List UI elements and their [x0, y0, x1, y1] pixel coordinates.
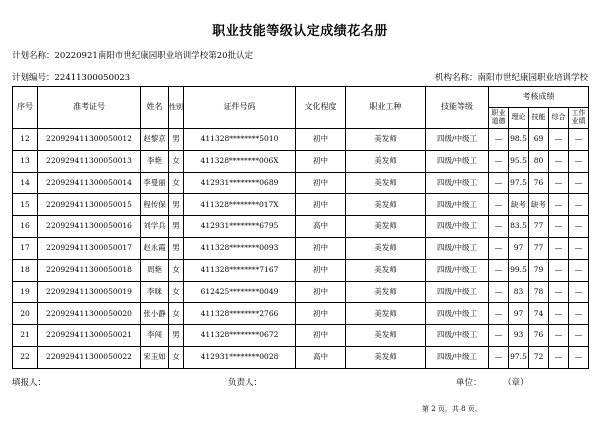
cell-education: 初中 [296, 129, 346, 151]
cell-ticket-number: 220929411300050014 [38, 172, 141, 194]
table-row [13, 237, 589, 259]
cell-skill: 77 [529, 237, 549, 259]
cell-ticket-number: 220929411300050013 [38, 150, 141, 172]
cell-education: 初中 [296, 259, 346, 281]
cell-skill-level: 四级/中级工 [426, 172, 489, 194]
page-indicator: 第 2 页，共 8 页。 [422, 405, 482, 413]
cell-gender: 男 [169, 237, 184, 259]
cell-id-number: 411328********0672 [184, 325, 296, 347]
cell-skill-level: 四级/中级工 [426, 346, 489, 368]
cell-seq: 13 [13, 150, 38, 172]
cell-theory: 83.5 [509, 216, 529, 238]
cell-overall: — [549, 194, 569, 216]
cell-name: 赵黎京 [141, 129, 169, 151]
document-title: 职业技能等级认定成绩花名册 [212, 24, 388, 39]
cell-ethics: — [489, 259, 509, 281]
cell-occupation: 美发师 [346, 172, 426, 194]
header-ticket-number: 准考证号 [38, 87, 141, 129]
cell-ticket-number: 220929411300050016 [38, 216, 141, 238]
cell-id-number: 412931********0689 [184, 172, 296, 194]
cell-skill: 79 [529, 259, 549, 281]
cell-skill: 76 [529, 172, 549, 194]
cell-work-performance: — [569, 303, 589, 325]
cell-name: 李曼丽 [141, 172, 169, 194]
table-row [13, 259, 589, 281]
cell-ethics: — [489, 346, 509, 368]
cell-gender: 女 [169, 150, 184, 172]
cell-ethics: — [489, 172, 509, 194]
table-row [13, 194, 589, 216]
cell-education: 初中 [296, 237, 346, 259]
cell-name: 赵永霞 [141, 237, 169, 259]
cell-gender: 男 [169, 129, 184, 151]
cell-theory: 97.5 [509, 346, 529, 368]
header-skill: 技能 [529, 108, 549, 129]
cell-ethics: — [489, 129, 509, 151]
cell-seq: 21 [13, 325, 38, 347]
cell-gender: 女 [169, 303, 184, 325]
cell-ticket-number: 220929411300050019 [38, 281, 141, 303]
table-row [13, 325, 589, 347]
cell-overall: — [549, 237, 569, 259]
cell-ticket-number: 220929411300050015 [38, 194, 141, 216]
cell-ticket-number: 220929411300050021 [38, 325, 141, 347]
cell-education: 初中 [296, 281, 346, 303]
cell-name: 程传保 [141, 194, 169, 216]
cell-education: 初中 [296, 325, 346, 347]
cell-occupation: 美发师 [346, 325, 426, 347]
cell-overall: — [549, 172, 569, 194]
cell-overall: — [549, 129, 569, 151]
cell-overall: — [549, 150, 569, 172]
cell-education: 初中 [296, 194, 346, 216]
cell-skill: 72 [529, 346, 549, 368]
cell-skill-level: 四级/中级工 [426, 325, 489, 347]
header-overall: 综合 [549, 108, 569, 129]
cell-seq: 18 [13, 259, 38, 281]
cell-work-performance: — [569, 346, 589, 368]
cell-skill-level: 四级/中级工 [426, 259, 489, 281]
cell-gender: 女 [169, 259, 184, 281]
cell-seq: 12 [13, 129, 38, 151]
header-seq: 序号 [13, 87, 38, 129]
cell-occupation: 美发师 [346, 237, 426, 259]
cell-theory: 97 [509, 303, 529, 325]
table-row [13, 303, 589, 325]
plan-name: 计划名称：20220921南阳市世纪康园职业培训学校第20批认定 [12, 51, 254, 61]
cell-theory: 缺考 [509, 194, 529, 216]
cell-occupation: 美发师 [346, 281, 426, 303]
cell-work-performance: — [569, 259, 589, 281]
cell-seq: 20 [13, 303, 38, 325]
cell-id-number: 612425********0049 [184, 281, 296, 303]
cell-skill: 69 [529, 129, 549, 151]
cell-theory: 97.5 [509, 172, 529, 194]
score-roster-table [12, 86, 589, 369]
header-education: 文化程度 [296, 87, 346, 129]
cell-education: 高中 [296, 346, 346, 368]
cell-overall: — [549, 325, 569, 347]
cell-name: 周艳 [141, 259, 169, 281]
cell-skill: 缺考 [529, 194, 549, 216]
cell-ethics: — [489, 150, 509, 172]
cell-work-performance: — [569, 172, 589, 194]
cell-seq: 15 [13, 194, 38, 216]
cell-ethics: — [489, 325, 509, 347]
cell-gender: 女 [169, 346, 184, 368]
cell-skill: 80 [529, 150, 549, 172]
header-name: 姓名 [141, 87, 169, 129]
cell-gender: 男 [169, 325, 184, 347]
cell-skill-level: 四级/中级工 [426, 237, 489, 259]
responsible-label: 负责人： [228, 378, 263, 388]
cell-ethics: — [489, 237, 509, 259]
cell-skill-level: 四级/中级工 [426, 303, 489, 325]
cell-theory: 99.5 [509, 259, 529, 281]
organization-name: 机构名称：南阳市世纪康园职业培训学校 [434, 73, 588, 83]
header-id-number: 证件号码 [184, 87, 296, 129]
cell-work-performance: — [569, 216, 589, 238]
cell-education: 初中 [296, 150, 346, 172]
cell-ticket-number: 220929411300050020 [38, 303, 141, 325]
cell-seq: 17 [13, 237, 38, 259]
cell-gender: 男 [169, 194, 184, 216]
table-row [13, 281, 589, 303]
cell-name: 张小静 [141, 303, 169, 325]
cell-ethics: — [489, 281, 509, 303]
cell-education: 高中 [296, 216, 346, 238]
cell-overall: — [549, 259, 569, 281]
cell-name: 李咪 [141, 281, 169, 303]
cell-seq: 22 [13, 346, 38, 368]
cell-occupation: 美发师 [346, 216, 426, 238]
cell-id-number: 411328********5010 [184, 129, 296, 151]
cell-ethics: — [489, 216, 509, 238]
table-row [13, 129, 589, 151]
cell-education: 初中 [296, 172, 346, 194]
unit-seal-label: 单位： （章） [456, 378, 529, 388]
table-row [13, 150, 589, 172]
cell-skill: 78 [529, 281, 549, 303]
cell-gender: 男 [169, 216, 184, 238]
cell-name: 宋玉如 [141, 346, 169, 368]
cell-work-performance: — [569, 129, 589, 151]
cell-skill: 77 [529, 216, 549, 238]
cell-education: 初中 [296, 303, 346, 325]
filler-label: 填报人： [12, 378, 47, 388]
plan-number: 计划编号：22411300050023 [12, 73, 131, 83]
cell-seq: 19 [13, 281, 38, 303]
header-gender: 性别 [169, 87, 184, 129]
cell-ethics: — [489, 194, 509, 216]
cell-theory: 83 [509, 281, 529, 303]
header-occupation: 职业工种 [346, 87, 426, 129]
cell-work-performance: — [569, 194, 589, 216]
cell-theory: 95.5 [509, 150, 529, 172]
cell-id-number: 412931********6795 [184, 216, 296, 238]
header-skill-level: 技能等级 [426, 87, 489, 129]
cell-gender: 女 [169, 172, 184, 194]
cell-ticket-number: 220929411300050017 [38, 237, 141, 259]
table-row [13, 346, 589, 368]
cell-ethics: — [489, 303, 509, 325]
cell-name: 刘学兵 [141, 216, 169, 238]
cell-work-performance: — [569, 325, 589, 347]
cell-work-performance: — [569, 237, 589, 259]
cell-id-number: 411328********7167 [184, 259, 296, 281]
cell-name: 李艳 [141, 150, 169, 172]
cell-occupation: 美发师 [346, 129, 426, 151]
cell-id-number: 411328********006X [184, 150, 296, 172]
cell-theory: 97 [509, 237, 529, 259]
header-theory: 理论 [509, 108, 529, 129]
cell-occupation: 美发师 [346, 303, 426, 325]
cell-ticket-number: 220929411300050012 [38, 129, 141, 151]
header-score-group: 考核成绩 [489, 87, 589, 108]
header-work-performance: 工作业绩 [569, 108, 589, 129]
cell-seq: 14 [13, 172, 38, 194]
cell-id-number: 411328********2766 [184, 303, 296, 325]
cell-skill-level: 四级/中级工 [426, 281, 489, 303]
cell-work-performance: — [569, 150, 589, 172]
cell-skill: 76 [529, 325, 549, 347]
table-row [13, 216, 589, 238]
cell-name: 李闯 [141, 325, 169, 347]
cell-overall: — [549, 303, 569, 325]
cell-skill-level: 四级/中级工 [426, 150, 489, 172]
cell-occupation: 美发师 [346, 194, 426, 216]
roster-body [13, 129, 589, 369]
cell-overall: — [549, 346, 569, 368]
cell-gender: 女 [169, 281, 184, 303]
cell-overall: — [549, 216, 569, 238]
cell-ticket-number: 220929411300050018 [38, 259, 141, 281]
cell-id-number: 412931********0028 [184, 346, 296, 368]
cell-skill-level: 四级/中级工 [426, 129, 489, 151]
cell-id-number: 411328********0093 [184, 237, 296, 259]
cell-skill-level: 四级/中级工 [426, 194, 489, 216]
table-row [13, 172, 589, 194]
cell-occupation: 美发师 [346, 346, 426, 368]
cell-overall: — [549, 281, 569, 303]
cell-ticket-number: 220929411300050022 [38, 346, 141, 368]
cell-occupation: 美发师 [346, 150, 426, 172]
header-ethics: 职业道德 [489, 108, 509, 129]
cell-skill-level: 四级/中级工 [426, 216, 489, 238]
cell-skill: 74 [529, 303, 549, 325]
cell-theory: 93 [509, 325, 529, 347]
cell-id-number: 411328********017X [184, 194, 296, 216]
cell-seq: 16 [13, 216, 38, 238]
cell-occupation: 美发师 [346, 259, 426, 281]
cell-work-performance: — [569, 281, 589, 303]
cell-theory: 98.5 [509, 129, 529, 151]
